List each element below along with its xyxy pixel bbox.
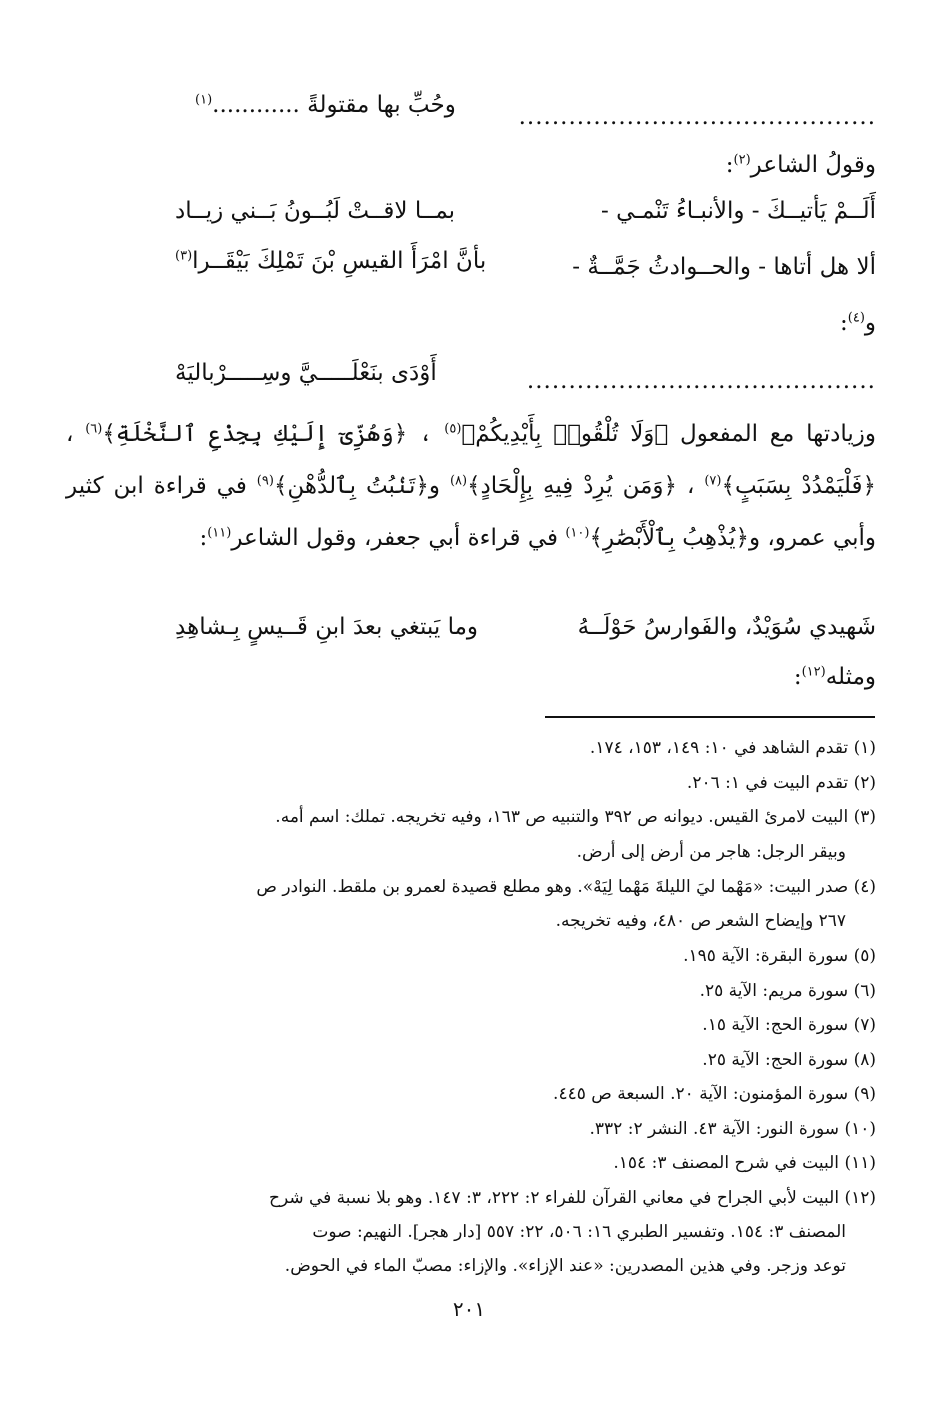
footnote-8 [66,1050,876,1070]
footnote-12-continuation-1: المصنف ٣: ١٥٤. وتفسير الطبري ١٦: ٥٠٦، ٢٢: ٥٥٧ [دار هجر]. النهيم: صوت [312,1222,846,1242]
footnote-9 [66,1084,876,1104]
footnote-4-continuation: ٢٦٧ وإيضاح الشعر ص ٤٨٠، وفيه تخريجه. [555,911,846,931]
footnote-ref-3: (٣) [175,248,193,264]
footnote-1-number: (١) [853,738,876,758]
footnote-ref-6: (٦) [85,421,103,437]
footnote-1-text: تقدم الشاهد في ١٠: ١٤٩، ١٥٣، ١٧٤. [589,738,849,758]
footnote-1 [66,738,876,758]
footnote-8-text: سورة الحج: الآية ٢٥. [702,1050,849,1070]
footnote-8-number: (٨) [853,1050,876,1070]
footnote-2 [66,773,876,793]
footnote-ref-2: (٢) [733,152,751,168]
prose-part-1: وزيادتها مع المفعول ﴿وَلَا تُلْقُوا۟ بِأَيْدِيكُمْ﴾ [461,421,876,447]
footnote-5-number: (٥) [853,946,876,966]
intro-poet-2-text: وقولُ الشاعر [750,152,876,178]
footnote-12-number: (١٢) [844,1188,876,1208]
footnote-6-text: سورة مريم: الآية ٢٥. [699,981,849,1001]
verse1-right-dots: ........................................... [518,104,876,130]
footnote-7-text: سورة الحج: الآية ١٥. [702,1015,849,1035]
footnote-separator [545,716,875,718]
footnote-ref-11: (١١) [207,525,232,541]
footnote-9-text: سورة المؤمنون: الآية ٢٠. السبعة ص ٤٤٥. [553,1084,849,1104]
footnote-7 [66,1015,876,1035]
footnote-ref-10: (١٠) [565,525,590,541]
prose-part-7: في قراءة أبي جعفر، وقول الشاعر [231,525,559,551]
footnote-10-text: سورة النور: الآية ٤٣. النشر ٢: ٣٣٢. [589,1119,840,1139]
footnote-ref-7: (٧) [704,473,722,489]
verse1-left-text: وحُبِّ بها مقتولةً ............ [212,92,456,118]
footnote-2-text: تقدم البيت في ١: ٢٠٦. [686,773,849,793]
footnote-4-text: صدر البيت: «مَهْما ليَ الليلةَ مَهْما لِيَهْ». وهو مطلع قصيدة لعمرو بن ملقط. النوادر ص [256,877,849,897]
intro-poet-3-text: و [864,310,876,336]
intro-poet-3 [840,310,876,336]
verse2-line1-right: أَلَــمْ يَأتيــكَ - والأنبـاءُ تَنْمـي - [601,198,876,224]
intro-poet-3-colon: : [840,310,848,336]
verse2-line2-left-text: بأنَّ امْرَأَ القيسِ بْنَ تَمْلِكَ بَيْقَــرا [192,248,487,274]
footnote-6 [66,981,876,1001]
footnote-12-continuation-2: توعد وزجر. وفي هذين المصدرين: «عند الإزاء». والإزاء: مصبّ الماء في الحوض. [284,1256,846,1276]
footnote-9-number: (٩) [853,1084,876,1104]
footnote-12 [66,1188,876,1208]
verse2-line1-left: بمــا لاقــتْ لَبُــونُ بَــني زيــاد [175,198,456,224]
prose-part-4: ، ﴿وَمَن يُرِدْ فِيهِ بِإِلْحَادٍ﴾ [467,473,695,499]
prose-part-3: ، ﴿فَلْيَمْدُدْ بِسَبَبٍ﴾ [66,421,877,499]
footnote-10 [66,1119,876,1139]
footnote-11-number: (١١) [844,1153,876,1173]
footnote-3-number: (٣) [853,807,876,827]
prose-part-8: : [199,525,208,551]
footnote-3-continuation: وبيقر الرجل: هاجر من أرض إلى أرض. [576,842,846,862]
verse3-left-hemistich: أَوْدَى بنَعْلَـــــيَّ وسِـــــرْباليَهْ [175,360,437,386]
footnote-10-number: (١٠) [844,1119,876,1139]
footnote-11-text: البيت في شرح المصنف ٣: ١٥٤. [613,1153,840,1173]
prose-paragraph [66,408,876,564]
verse2-line2-left [175,248,486,274]
footnote-ref-12: (١٢) [801,664,826,680]
footnote-ref-1: (١) [195,92,213,108]
footnote-12-text: البيت لأبي الجراح في معاني القرآن للفراء ٢: ٢٢٢، ٣: ١٤٧. وهو بلا نسبة في شرح [268,1188,840,1208]
footnote-ref-9: (٩) [256,473,274,489]
prose-part-2: ، ﴿وَهُزِّىٓ إِلَيْكِ بِجِذْعِ ٱلنَّخْلَةِ﴾ [102,421,433,447]
intro-similar [794,664,876,690]
page-number: ٢٠١ [452,1297,486,1321]
verse3-right-dots: .......................................... [526,368,876,394]
verse2-line2-right: ألا هل أتاها - والحــوادثُ جَمَّــةٌ - [572,254,876,280]
footnote-4 [66,877,876,897]
intro-similar-text: ومثله [825,664,876,690]
footnote-ref-8: (٨) [449,473,468,489]
intro-similar-colon: : [793,664,802,690]
footnote-6-number: (٦) [853,981,876,1001]
footnote-ref-5: (٥) [444,421,462,437]
footnote-5-text: سورة البقرة: الآية ١٩٥. [683,946,849,966]
footnote-ref-4: (٤) [847,310,865,326]
footnote-5 [66,946,876,966]
footnote-2-number: (٢) [853,773,876,793]
verse4-left-hemistich: وما يَبتغي بعدَ ابنِ قَــيسٍ بِـشاهِدِ [175,614,479,640]
footnote-3-text: البيت لامرئ القيس. ديوانه ص ٣٩٢ والتنبيه ص ١٦٣، وفيه تخريجه. تملك: اسم أمه. [275,807,849,827]
footnote-4-number: (٤) [853,877,876,897]
footnote-7-number: (٧) [853,1015,876,1035]
footnote-11 [66,1153,876,1173]
intro-poet-2 [726,152,876,178]
footnote-3 [66,807,876,827]
prose-part-6: في قراءة ابن كثير وأبي عمرو، و﴿يُذْهِبُ بِٱلْأَبْصَٰرِ﴾ [66,473,876,551]
verse1-left-hemistich [195,92,456,118]
intro-poet-2-colon: : [725,152,734,178]
prose-part-5: و﴿تَنۢبُتُ بِٱلدُّهْنِ﴾ [273,473,440,499]
verse4-right-hemistich: شَهيدي سُوَيْدٌ، والفَوارسُ حَوْلَــهُ [577,614,876,640]
